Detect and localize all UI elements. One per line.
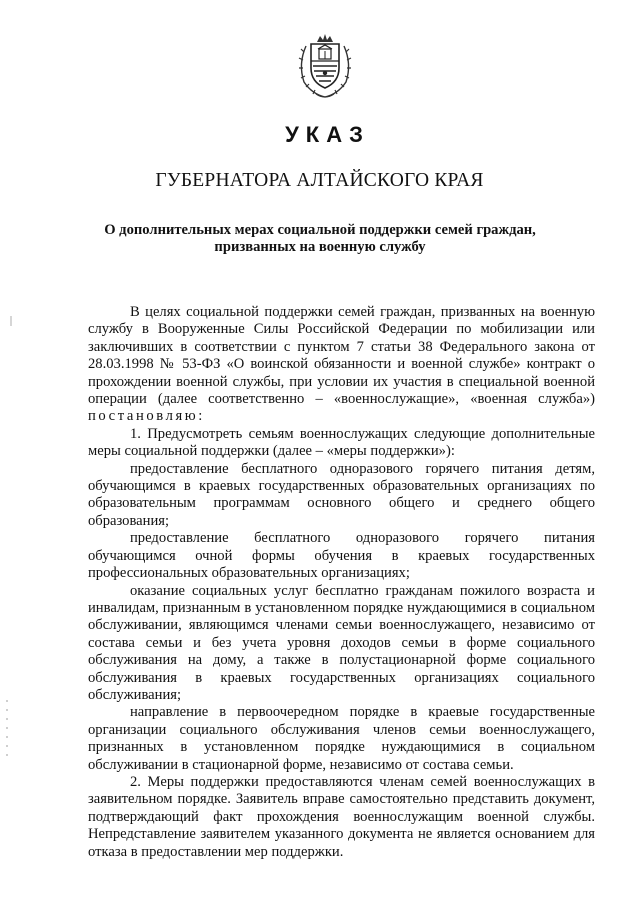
paragraph-2: предоставление бесплатного одноразового горячего питания детям, обучающимся в краевых государственных образовательных организациях по образовательным программам основного общего и среднего общего образования;: [88, 460, 595, 529]
coat-of-arms-icon: [296, 30, 354, 100]
preamble: [88, 304, 595, 426]
paragraph-5: направление в первоочередном порядке в краевые государственные организации социального обслуживания членов семьи военнослужащего, признанных в установленном порядке нуждающимися в социальном обслуживании в стационарной форме, независимо от состава семьи.: [88, 704, 595, 773]
scan-margin-dots: [6, 700, 8, 760]
issuer-heading: ГУБЕРНАТОРА АЛТАЙСКОГО КРАЯ: [155, 170, 484, 191]
decree-word: постановляю:: [88, 408, 205, 425]
subject-line-2: призванных на военную службу: [214, 239, 426, 255]
decree-subject: [100, 222, 540, 256]
decree-title: УКАЗ: [285, 122, 370, 147]
paragraph-6: 2. Меры поддержки предоставляются членам семей военнослужащих в заявительном порядке. Заявитель вправе самостоятельно представить документ, подтверждающий факт прохождения военнослужащим военной службы. Непредставление заявителем указанного документа не является основанием для отказа в предоставлении мер поддержки.: [88, 773, 595, 860]
subject-line-1: О дополнительных мерах социальной поддержки семей граждан,: [104, 222, 536, 238]
paragraph-1: 1. Предусмотреть семьям военнослужащих следующие дополнительные меры социальной поддержки (далее – «меры поддержки»):: [88, 425, 595, 460]
scan-margin-mark: [10, 316, 12, 326]
decree-body: [88, 304, 595, 861]
paragraph-4: оказание социальных услуг бесплатно гражданам пожилого возраста и инвалидам, признанным в установленном порядке нуждающимися в социальном обслуживании, являющимся членами семьи военнослужащего, независимо от состава семьи и без учета уровня доходов семьи в форме социального обслуживания на дому, а также в полустационарной форме социального обслуживания в краевых государственных организациях социального обслуживания;: [88, 582, 595, 703]
paragraph-3: предоставление бесплатного одноразового горячего питания обучающимся очной формы обучения в краевых государственных профессиональных образовательных организациях;: [88, 530, 595, 582]
preamble-text: В целях социальной поддержки семей граждан, призванных на военную службу в Вооруженные Силы Российской Федерации по мобилизации или заключивших в соответствии с пунктом 7 статьи 38 Федерального закона от 28.03.1998 № 53-ФЗ «О воинской обязанности и военной службе» контракт о прохождении военной службы, при условии их участия в специальной военной операции (далее соответственно – «военнослужащие», «военная служба»): [88, 304, 595, 408]
